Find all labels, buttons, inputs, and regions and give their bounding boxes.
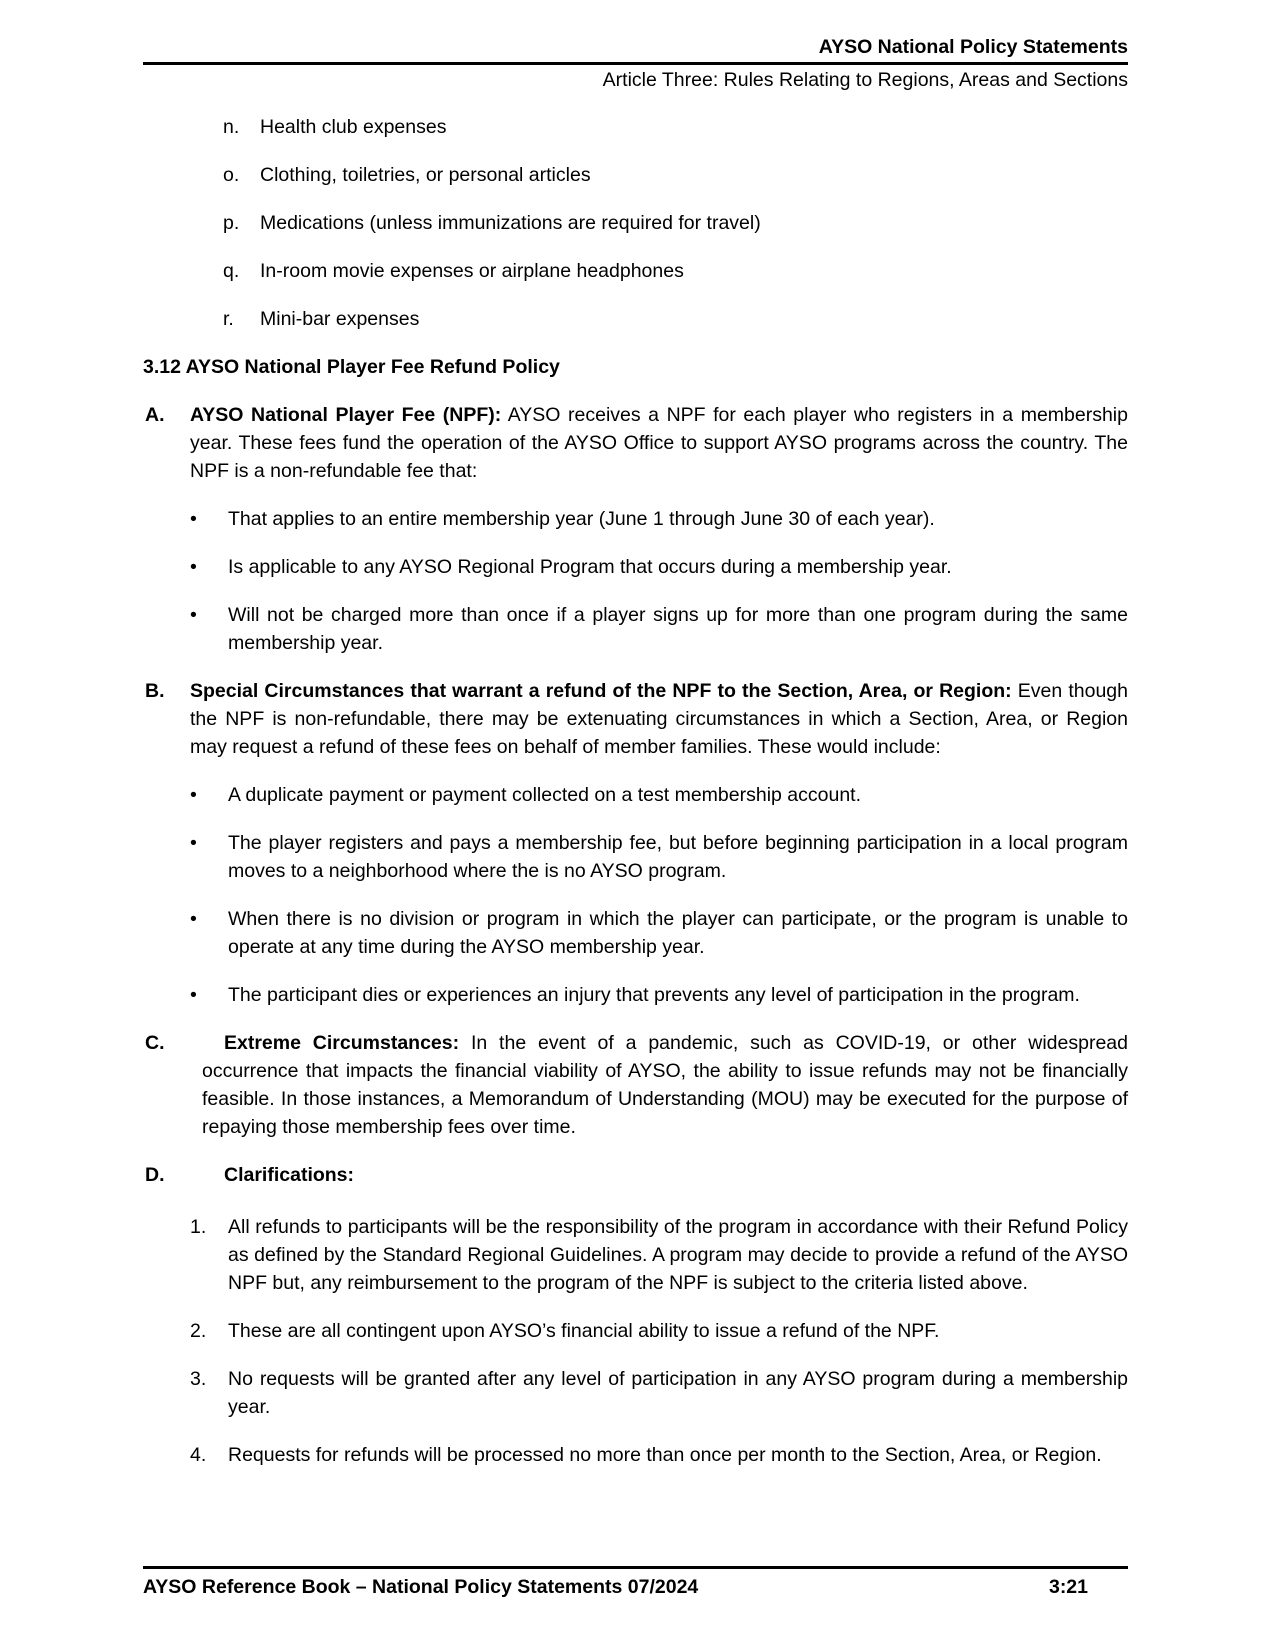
list-item-text: Health club expenses xyxy=(260,116,447,138)
footer-page-number: 3:21 xyxy=(1048,1576,1088,1598)
item-body: AYSO receives a NPF for each player who registers in a membership year. These fees fund the operation of the AYSO Office to support AYSO programs across the country. The NPF is a non-refundable fee that: xyxy=(190,404,1128,482)
policy-item-c xyxy=(143,1029,1128,1141)
policy-item-d xyxy=(143,1161,1128,1189)
list-item-q xyxy=(143,257,1128,285)
list-item-r xyxy=(143,305,1128,333)
number-marker: 3. xyxy=(190,1368,207,1390)
list-marker: n. xyxy=(223,116,240,138)
item-lead: Special Circumstances that warrant a refund of the NPF to the Section, Area, or Region: xyxy=(190,680,1012,702)
list-marker: q. xyxy=(223,260,240,282)
clarification-text: No requests will be granted after any level of participation in any AYSO program during a membership year. xyxy=(228,1368,1128,1418)
bullet-text: That applies to an entire membership year (June 1 through June 30 of each year). xyxy=(228,508,935,530)
list-item-p xyxy=(143,209,1128,237)
number-marker: 2. xyxy=(190,1320,207,1342)
bullet-text: The player registers and pays a membership fee, but before beginning participation in a local program moves to a neighborhood where the is no AYSO program. xyxy=(228,832,1128,882)
page-header xyxy=(0,0,1275,94)
list-item-text: In-room movie expenses or airplane headphones xyxy=(260,260,684,282)
list-marker: r. xyxy=(223,308,234,330)
bullet-icon: • xyxy=(190,908,197,930)
bullet-text: When there is no division or program in which the player can participate, or the program is unable to operate at any time during the AYSO membership year. xyxy=(228,908,1128,958)
clarification-text: These are all contingent upon AYSO’s financial ability to issue a refund of the NPF. xyxy=(228,1320,940,1342)
bullet-item xyxy=(143,829,1128,885)
clarification-text: Requests for refunds will be processed no more than once per month to the Section, Area, or Region. xyxy=(228,1444,1102,1466)
item-marker: C. xyxy=(145,1032,165,1054)
list-item-text: Mini-bar expenses xyxy=(260,308,420,330)
bullet-item xyxy=(143,601,1128,657)
bullet-text: The participant dies or experiences an injury that prevents any level of participation in the program. xyxy=(228,984,1080,1006)
list-marker: p. xyxy=(223,212,240,234)
item-body: In the event of a pandemic, such as COVID-19, or other widespread occurrence that impacts the financial viability of AYSO, the ability to issue refunds may not be financially feasible. In those instances, a Memorandum of Understanding (MOU) may be executed for the purpose of repaying those membership fees over time. xyxy=(202,1032,1128,1138)
bullet-icon: • xyxy=(190,508,197,530)
list-item-text: Medications (unless immunizations are required for travel) xyxy=(260,212,761,234)
item-lead: Clarifications: xyxy=(224,1164,355,1186)
bullet-item xyxy=(143,505,1128,533)
bullet-icon: • xyxy=(190,604,197,626)
bullet-icon: • xyxy=(190,984,197,1006)
list-item-o xyxy=(143,161,1128,189)
policy-item-b xyxy=(143,677,1128,761)
item-marker: D. xyxy=(145,1164,165,1186)
header-subtitle: Article Three: Rules Relating to Regions, Areas and Sections xyxy=(602,69,1128,91)
item-lead: Extreme Circumstances: xyxy=(224,1032,460,1054)
list-marker: o. xyxy=(223,164,240,186)
section-heading-3-12: 3.12 AYSO National Player Fee Refund Policy xyxy=(143,356,560,378)
page-body xyxy=(0,94,1275,1469)
item-marker: B. xyxy=(145,680,165,702)
item-lead: AYSO National Player Fee (NPF): xyxy=(190,404,502,426)
clarification-item-4 xyxy=(143,1441,1128,1469)
number-marker: 1. xyxy=(190,1216,207,1238)
bullet-item xyxy=(143,981,1128,1009)
item-marker: A. xyxy=(145,404,165,426)
bullet-icon: • xyxy=(190,832,197,854)
bullet-item xyxy=(143,553,1128,581)
clarification-text: All refunds to participants will be the responsibility of the program in accordance with their Refund Policy as defined by the Standard Regional Guidelines. A program may decide to provide a refund of the AYSO NPF but, any reimbursement to the program of the NPF is subject to the criteria listed above. xyxy=(228,1216,1128,1294)
clarification-item-3 xyxy=(143,1365,1128,1421)
page-footer xyxy=(143,1566,1128,1601)
bullet-text: Is applicable to any AYSO Regional Program that occurs during a membership year. xyxy=(228,556,952,578)
number-marker: 4. xyxy=(190,1444,207,1466)
list-item-n xyxy=(143,113,1128,141)
list-item-text: Clothing, toiletries, or personal articles xyxy=(260,164,591,186)
bullet-item xyxy=(143,905,1128,961)
bullet-icon: • xyxy=(190,784,197,806)
bullet-item xyxy=(143,781,1128,809)
policy-item-a xyxy=(143,401,1128,485)
clarification-item-2 xyxy=(143,1317,1128,1345)
bullet-text: A duplicate payment or payment collected on a test membership account. xyxy=(228,784,862,806)
footer-document-title: AYSO Reference Book – National Policy Statements 07/2024 xyxy=(143,1576,699,1598)
clarification-item-1 xyxy=(143,1213,1128,1297)
bullet-icon: • xyxy=(190,556,197,578)
header-title: AYSO National Policy Statements xyxy=(818,36,1128,58)
header-rule xyxy=(143,62,1128,65)
item-body: Even though the NPF is non-refundable, there may be extenuating circumstances in which a Section, Area, or Region may request a refund of these fees on behalf of member families. These would include: xyxy=(190,680,1128,758)
bullet-text: Will not be charged more than once if a player signs up for more than one program during the same membership year. xyxy=(228,604,1128,654)
footer-rule xyxy=(143,1566,1128,1569)
